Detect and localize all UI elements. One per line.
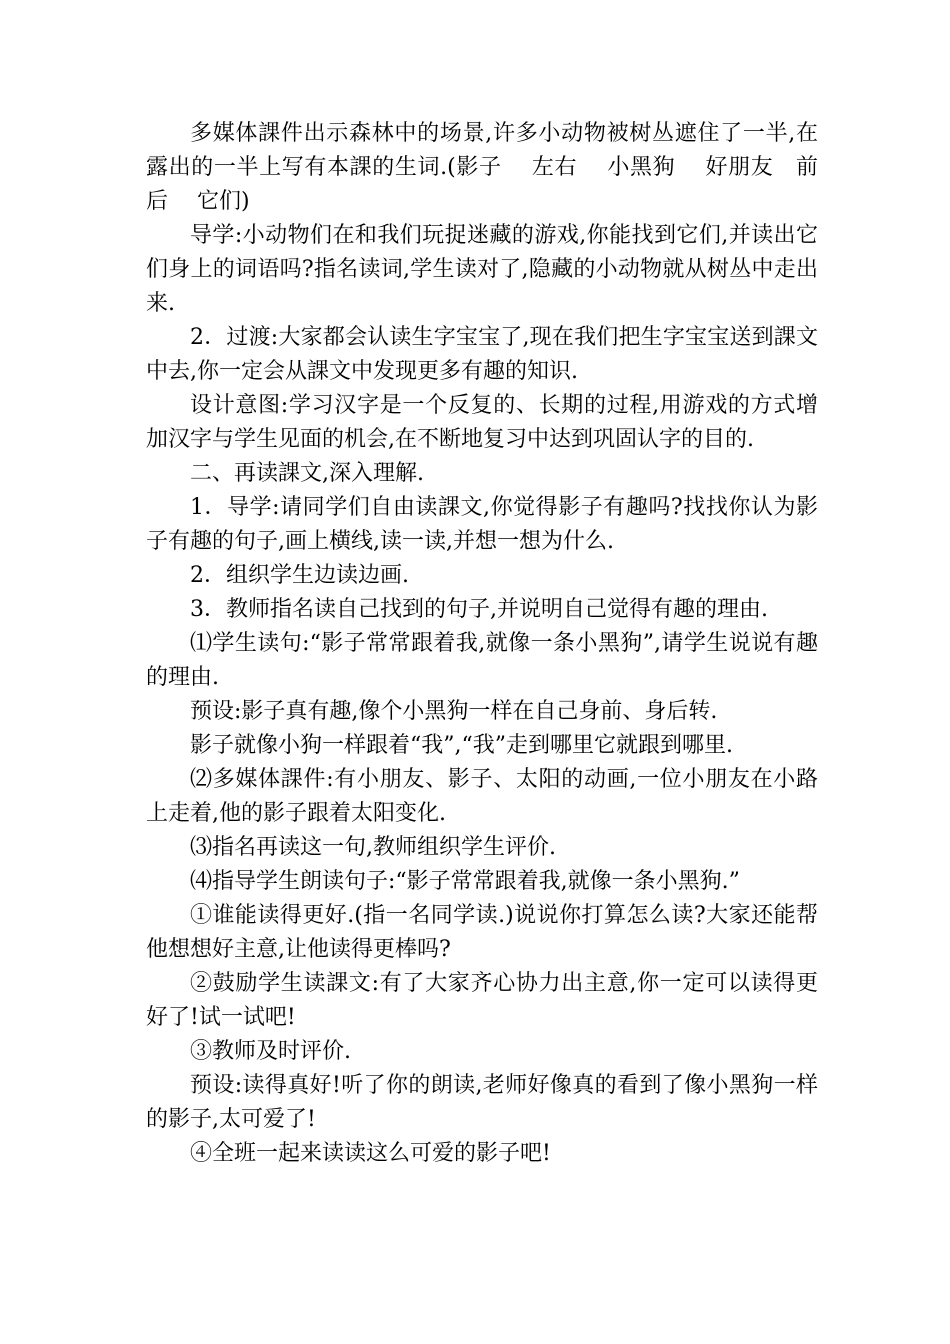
- paragraph-preset-2: 预设:读得真好!听了你的朗读,老师好像真的看到了像小黑狗一样的影子,太可爱了!: [146, 1073, 818, 1132]
- paragraph-courseware-animation: ⑵多媒体課件:有小朋友、影子、太阳的动画,一位小朋友在小路上走着,他的影子跟着太阳变化.: [146, 767, 818, 826]
- paragraph-student-reads-sentence: ⑴学生读句:“影子常常跟着我,就像一条小黑狗”,请学生说说有趣的理由.: [146, 631, 818, 690]
- paragraph-read-and-draw: 2．组织学生边读边画.: [190, 563, 409, 588]
- document-body: [146, 117, 818, 1171]
- paragraph-courseware-scene: 多媒体課件出示森林中的场景,许多小动物被树丛遮住了一半,在露出的一半上写有本課的生词.(影子 左右 小黑狗 好朋友 前后 它们): [146, 121, 818, 214]
- paragraph-preset-1: 预设:影子真有趣,像个小黑狗一样在自己身前、身后转.: [190, 699, 718, 724]
- paragraph-encourage-reading: ②鼓励学生读課文:有了大家齐心协力出主意,你一定可以读得更好了!试一试吧!: [146, 971, 818, 1030]
- paragraph-design-intent: 设计意图:学习汉字是一个反复的、长期的过程,用游戏的方式增加汉字与学生见面的机会,在不断地复习中达到巩固认字的目的.: [146, 393, 818, 452]
- paragraph-guide-reading-aloud: ⑷指导学生朗读句子:“影子常常跟着我,就像一条小黑狗.”: [190, 869, 740, 894]
- paragraph-reread-evaluate: ⑶指名再读这一句,教师组织学生评价.: [190, 835, 556, 860]
- paragraph-shadow-follows: 影子就像小狗一样跟着“我”,“我”走到哪里它就跟到哪里.: [190, 733, 733, 758]
- paragraph-who-reads-better: ①谁能读得更好.(指一名同学读.)说说你打算怎么读?大家还能帮他想想好主意,让他读得更棒吗?: [146, 903, 818, 962]
- paragraph-guide-free-reading: 1．导学:请同学们自由读課文,你觉得影子有趣吗?找找你认为影子有趣的句子,画上横线,读一读,并想一想为什么.: [146, 495, 818, 554]
- paragraph-teacher-named-reading: 3．教师指名读自己找到的句子,并说明自己觉得有趣的理由.: [190, 597, 768, 622]
- paragraph-teacher-evaluation: ③教师及时评价.: [190, 1039, 351, 1064]
- paragraph-whole-class-reading: ④全班一起来读读这么可爱的影子吧!: [190, 1141, 551, 1166]
- paragraph-guide-hide-and-seek: 导学:小动物们在和我们玩捉迷藏的游戏,你能找到它们,并读出它们身上的词语吗?指名读词,学生读对了,隐藏的小动物就从树丛中走出来.: [146, 223, 818, 316]
- section-heading-reread: 二、再读課文,深入理解.: [190, 461, 424, 486]
- paragraph-transition: 2．过渡:大家都会认读生字宝宝了,现在我们把生字宝宝送到課文中去,你一定会从課文中发现更多有趣的知识.: [146, 325, 818, 384]
